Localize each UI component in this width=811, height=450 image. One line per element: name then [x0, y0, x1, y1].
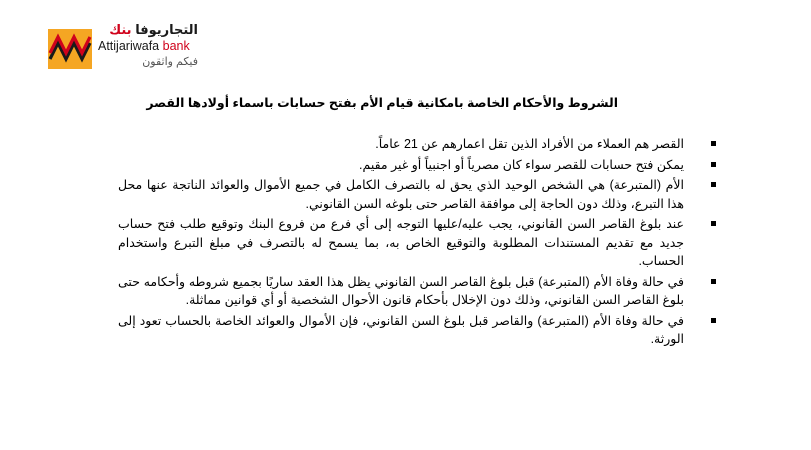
- bullet-icon: [711, 221, 716, 226]
- bullet-icon: [711, 162, 716, 167]
- terms-list: [118, 135, 716, 351]
- list-item: في حالة وفاة الأم (المتبرعة) قبل بلوغ القاصر السن القانوني يظل هذا العقد ساريًا بجميع شروطه وأحكامه حتى بلوغ القاصر السن القانوني، وذلك دون الإخلال بأحكام قانون الأحوال الشخصية أو أي قوانين مماثلة.: [118, 273, 716, 310]
- list-item: يمكن فتح حسابات للقصر سواء كان مصرياً أو اجنبياً أو غير مقيم.: [118, 156, 716, 175]
- bullet-icon: [711, 318, 716, 323]
- list-item: القصر هم العملاء من الأفراد الذين تقل اعمارهم عن 21 عاماً.: [118, 135, 716, 154]
- bullet-icon: [711, 141, 716, 146]
- document-title: الشروط والأحكام الخاصة بامكانية قيام الأم بفتح حسابات باسماء أولادها القصر: [146, 96, 618, 110]
- logo-tagline: فيكم واثقون: [142, 56, 198, 68]
- bullet-icon: [711, 279, 716, 284]
- list-item: الأم (المتبرعة) هي الشخص الوحيد الذي يحق له بالتصرف الكامل في جميع الأموال والعوائد الناتجة عنها محل هذا التبرع، وذلك دون الحاجة إلى موافقة القاصر حتى بلوغه السن القانوني.: [118, 176, 716, 213]
- logo-english-name: Attijariwafa bank: [98, 39, 190, 53]
- attijariwafa-logo-icon: [48, 29, 92, 69]
- list-item: في حالة وفاة الأم (المتبرعة) والقاصر قبل بلوغ السن القانوني، فإن الأموال والعوائد الخاصة بالحساب تعود إلى الورثة.: [118, 312, 716, 349]
- list-item: عند بلوغ القاصر السن القانوني، يجب عليه/عليها التوجه إلى أي فرع من فروع البنك وتوقيع طلب فتح حساب جديد مع تقديم المستندات المطلوبة والتوقيع الخاص به، بما يسمح له بالتصرف في مبلغ التبرع واستخدام الحساب.: [118, 215, 716, 271]
- logo-arabic-name: التجاريوفا بنك: [109, 22, 198, 37]
- bullet-icon: [711, 182, 716, 187]
- bank-logo: [48, 22, 200, 74]
